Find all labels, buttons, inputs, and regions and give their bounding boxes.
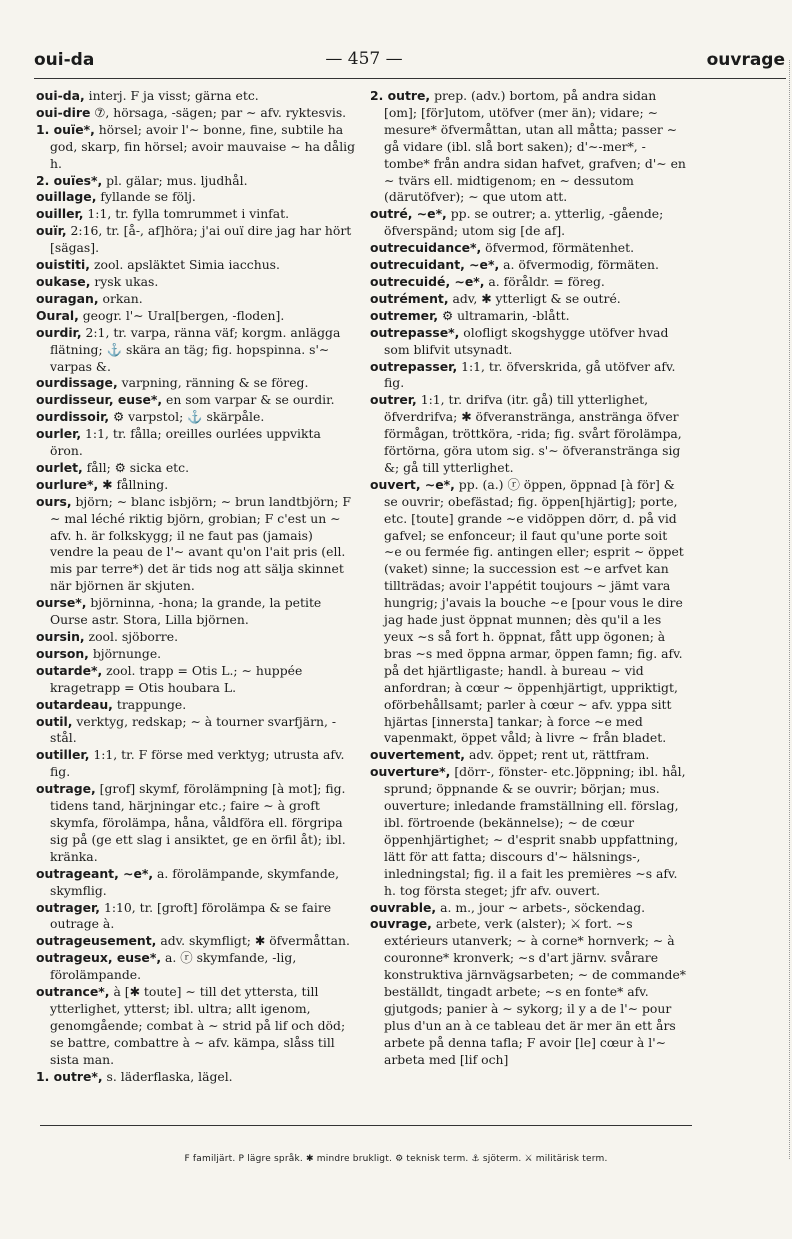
dictionary-entry <box>36 206 356 223</box>
entry-definition: hörsel; avoir l'∼ bonne, fine, subtile ha god, skarp, fin hörsel; avoir mauvaise ∼ ha dålig h. <box>50 121 356 171</box>
entry-headword: ouistiti, <box>36 257 91 273</box>
entry-headword: ourse*, <box>36 595 87 611</box>
dictionary-entry <box>36 308 356 325</box>
entry-headword: ourlure*, <box>36 476 99 492</box>
dictionary-entry <box>370 206 688 240</box>
entry-definition: björn; ∼ blanc isbjörn; ∼ brun landtbjörn; F ∼ mal léché riktig björn, grobian; F c'est un ∼ afv. h. är folkskygg; il ne faut pas (jamais) vendre la peau de l'∼ avant qu'on l'ait pris (ell. mis par terre*) det är tids nog att sälja skinnet när björnen är skjuten. <box>50 493 351 594</box>
dictionary-entry <box>36 409 356 426</box>
entry-definition: 1:1, tr. drifva (itr. gå) till ytterlighet, öfverdrifva; ✱ öfveranstränga, anstränga öfver förmågan, tröttköra, -rida; fig. svårt förolämpa, förtörna, göra utom sig. s'∼ öfveranstränga sig &; gå till ytterlighet. <box>384 392 682 475</box>
entry-headword: outarde*, <box>36 662 103 678</box>
entry-definition: 1:1, tr. fålla; oreilles ourlées uppvikta öron. <box>50 426 321 459</box>
entry-headword: outrage, <box>36 781 96 797</box>
entry-definition: geogr. l'∼ Ural[bergen, -floden]. <box>78 307 285 323</box>
dictionary-entry <box>370 916 688 1068</box>
entry-definition: a. föråldr. = föreg. <box>484 273 605 289</box>
dictionary-entry <box>370 900 688 917</box>
dictionary-entry <box>370 308 688 325</box>
dictionary-entry <box>36 477 356 494</box>
entry-headword: ouvrage, <box>370 916 432 932</box>
entry-headword: ourson, <box>36 645 89 661</box>
dictionary-entry <box>370 747 688 764</box>
entry-headword: oukase, <box>36 273 91 289</box>
entry-definition: en som varpar & se ourdir. <box>162 392 335 408</box>
entry-definition: björninna, -hona; la grande, la petite Ourse astr. Stora, Lilla björnen. <box>50 595 322 628</box>
dictionary-entry <box>36 173 356 190</box>
dictionary-entry <box>36 866 356 900</box>
entry-definition: a. ⓡ skymfande, -lig, förolämpande. <box>50 950 297 983</box>
dictionary-entry <box>36 88 356 105</box>
entry-definition: verktyg, redskap; ∼ à tourner svarfjärn, -stål. <box>50 713 337 746</box>
dictionary-entry <box>36 714 356 748</box>
entry-definition: 2:16, tr. [å-, af]höra; j'ai ouï dire jag har hört [sägas]. <box>50 223 352 256</box>
entry-definition: pl. gälar; mus. ljudhål. <box>102 172 248 188</box>
entry-definition: orkan. <box>98 290 143 306</box>
entry-headword: outil, <box>36 713 73 729</box>
entry-definition: 1:1, tr. öfverskrida, gå utöfver afv. fig. <box>384 358 676 391</box>
entry-definition: arbete, verk (alster); ⚔ fort. ∼s extérieurs utanverk; ∼ à corne* hornverk; ∼ à couronne* kronverk; ∼s d'art järnv. svårare konstruktiva järnvägsarbeten; ∼ de commande* beställdt, tingadt arbete; ∼s en fonte* afv. gjutgods; panier à ∼ sykorg; il y a de l'∼ pour plus d'un an à ce tableau det är mer än ett års arbete på denna tafla; F avoir [le] cœur à l'∼ arbeta med [lif och] <box>384 916 687 1067</box>
entry-headword: outremer, <box>370 307 439 323</box>
entry-headword: outrageux, euse*, <box>36 950 162 966</box>
dictionary-entry <box>370 88 688 206</box>
header-first-word: oui-da <box>34 50 95 70</box>
dictionary-entry <box>370 764 688 899</box>
entry-definition: 1:10, tr. [groft] förolämpa & se faire outrage à. <box>50 899 332 932</box>
entry-headword: outrer, <box>370 392 417 408</box>
entry-definition: à [✱ toute] ∼ till det yttersta, till ytterlighet, ytterst; ibl. ultra; allt igenom, genomgående; combat à ∼ strid på lif och död; se battre, combattre à ∼ afv. kämpa, slåss till sista man. <box>50 984 346 1067</box>
page-number: — 457 — <box>325 49 403 69</box>
entry-definition: pp. se outrer; a. ytterlig, -gående; öfverspänd; utom sig [de af]. <box>384 206 664 239</box>
dictionary-entry <box>370 477 688 748</box>
entry-definition: [dörr-, fönster- etc.]öppning; ibl. hål, sprund; öppnande & se ouvrir; början; mus. ouverture; inledande framställning ell. förslag, ibl. förtroende (bekännelse); ∼ de cœur öppenhjärtighet; ∼ d'esprit snabb uppfattning, lätt för att fatta; discours d'∼ hälsnings-, inledningstal; fig. il a fait les premières ∼s afv. h. tog första steget; jfr afv. ouvert. <box>384 764 686 898</box>
entry-definition: a. öfvermodig, förmäten. <box>499 257 659 273</box>
entry-headword: outrecuidance*, <box>370 240 482 256</box>
entry-headword: outrance*, <box>36 984 110 1000</box>
dictionary-entry <box>370 359 688 393</box>
dictionary-entry <box>36 375 356 392</box>
entry-definition: fåll; ⚙ sicka etc. <box>82 459 190 475</box>
entry-headword: ourdissage, <box>36 375 118 391</box>
entry-definition: adv. skymfligt; ✱ öfvermåttan. <box>156 933 350 949</box>
dictionary-entry <box>36 697 356 714</box>
dictionary-entry <box>36 781 356 866</box>
entry-definition: björnunge. <box>88 645 162 661</box>
dictionary-entry <box>36 747 356 781</box>
dictionary-entry <box>370 257 688 274</box>
entry-definition: interj. F ja visst; gärna etc. <box>84 88 259 103</box>
dictionary-entry <box>36 663 356 697</box>
dictionary-entry <box>370 392 688 477</box>
entry-definition: 1:1, tr. F förse med verktyg; utrusta afv. fig. <box>50 747 345 780</box>
entry-headword: outrageant, ∼e*, <box>36 865 154 881</box>
entry-definition: 2:1, tr. varpa, ränna väf; korgm. anlägga flätning; ⚓ skära an täg; fig. hopspinna. s'∼ varpas &. <box>50 324 341 374</box>
header-last-word: ouvrage <box>706 50 785 70</box>
dictionary-entry <box>36 629 356 646</box>
entry-headword: ouillage, <box>36 189 97 205</box>
entry-headword: outrageusement, <box>36 933 157 949</box>
dictionary-entry <box>36 223 356 257</box>
dictionary-entry <box>36 189 356 206</box>
dictionary-entry <box>36 426 356 460</box>
dictionary-entry <box>36 325 356 376</box>
entry-definition: rysk ukas. <box>90 273 159 289</box>
entry-definition: adv. öppet; rent ut, rättfram. <box>465 747 650 763</box>
entry-headword: ouverture*, <box>370 764 451 780</box>
dictionary-entry <box>36 257 356 274</box>
entry-headword: 1. ouïe*, <box>36 121 95 137</box>
left-column <box>36 88 356 1114</box>
entry-definition: varpning, ränning & se föreg. <box>117 375 309 391</box>
dictionary-entry <box>36 900 356 934</box>
entry-definition: ✱ fållning. <box>98 476 169 492</box>
entry-headword: ourlet, <box>36 459 83 475</box>
right-column <box>370 88 688 1114</box>
dictionary-entry <box>36 494 356 595</box>
entry-headword: outrepasser, <box>370 358 458 374</box>
entry-headword: oursin, <box>36 629 85 644</box>
entry-headword: 2. ouïes*, <box>36 172 103 188</box>
entry-headword: ouragan, <box>36 290 99 306</box>
page-edge <box>789 60 790 1159</box>
entry-definition: s. läderflaska, lägel. <box>102 1068 233 1084</box>
entry-headword: outré, ∼e*, <box>370 206 447 222</box>
dictionary-entry <box>36 950 356 984</box>
header-rule <box>34 78 786 79</box>
entry-headword: 1. outre*, <box>36 1068 103 1084</box>
entry-definition: olofligt skogshygge utöfver hvad som blifvit utsynadt. <box>384 324 669 357</box>
entry-headword: Oural, <box>36 307 79 323</box>
dictionary-entry <box>370 325 688 359</box>
dictionary-entry <box>36 274 356 291</box>
entry-headword: oui-da, <box>36 88 85 103</box>
entry-headword: outrecuidant, ∼e*, <box>370 257 500 273</box>
entry-definition: ⚙ varpstol; ⚓ skärpåle. <box>109 409 265 425</box>
entry-headword: ouvert, ∼e*, <box>370 476 455 492</box>
dictionary-entry <box>370 240 688 257</box>
dictionary-entry <box>370 291 688 308</box>
entry-headword: ours, <box>36 493 72 509</box>
entry-headword: oui-dire <box>36 104 91 120</box>
entry-definition: fyllande se följ. <box>96 189 196 205</box>
dictionary-entry <box>36 291 356 308</box>
entry-definition: adv, ✱ ytterligt & se outré. <box>448 290 621 306</box>
dictionary-entry <box>36 1069 356 1086</box>
entry-definition: öfvermod, förmätenhet. <box>481 240 635 256</box>
entry-headword: ourdir, <box>36 324 82 340</box>
dictionary-entry <box>370 274 688 291</box>
entry-headword: ourdisseur, euse*, <box>36 392 163 408</box>
entry-definition: trappunge. <box>112 696 187 712</box>
entry-headword: 2. outre, <box>370 88 431 103</box>
entry-headword: ourler, <box>36 426 82 442</box>
entry-definition: pp. (a.) ⓡ öppen, öppnad [à för] & se ouvrir; obefästad; fig. öppen[hjärtig]; porte, etc. [toute] grande ∼e vidöppen dörr, d. på vid gafvel; se enfonceur; il faut qu'une porte soit ∼e ou fermée fig. antingen eller; esprit ∼ öppet (vaket) sinne; la succession est ∼e arfvet kan tillträdas; avoir l'appétit toujours ∼ jämt vara hungrig; j'avais la bouche ∼e [pour vous le dire jag hade just öppnat munnen; dès qu'il a les yeux ∼s så fort h. öppnat, fått upp ögonen; à bras ∼s med öppna armar, öppen famn; fig. afv. på det hjärtligaste; handl. à bureau ∼ vid anfordran; à cœur ∼ öppenhjärtigt, uppriktigt, oförbehållsamt; parler à cœur ∼ afv. yppa sitt hjärtas [innersta] tankar; à force ∼e med vapenmakt, öppet våld; à livre ∼ från bladet. <box>384 476 684 746</box>
entry-definition: zool. trapp = Otis L.; ∼ huppée kragetrapp = Otis houbara L. <box>50 662 303 695</box>
entry-headword: outrément, <box>370 290 449 306</box>
entry-definition: 1:1, tr. fylla tomrummet i vinfat. <box>83 206 290 222</box>
entry-definition: ⑦, hörsaga, -sägen; par ∼ afv. ryktesvis. <box>90 104 347 120</box>
dictionary-entry <box>36 105 356 122</box>
dictionary-entry <box>36 646 356 663</box>
entry-definition: zool. apsläktet Simia iacchus. <box>90 257 280 273</box>
entry-headword: outrepasse*, <box>370 324 460 340</box>
entry-definition: prep. (adv.) bortom, på andra sidan [om]; [för]utom, utöfver (mer än); vidare; ∼ mesure* öfvermåttan, utan all måtta; passer ∼ gå vidare (ibl. slå bort saken); d'∼-mer*, -tombe* från andra sidan hafvet, grafven; d'∼ en ∼ tvärs ell. midtigenom; en ∼ dessutom (därutöfver); ∼ que utom att. <box>384 88 686 205</box>
dictionary-entry <box>36 933 356 950</box>
dictionary-entry <box>36 122 356 173</box>
dictionary-entry <box>36 595 356 629</box>
dictionary-entry <box>36 392 356 409</box>
entry-definition: zool. sjöborre. <box>84 629 179 644</box>
entry-definition: ⚙ ultramarin, -blått. <box>438 307 570 323</box>
entry-headword: ouiller, <box>36 206 84 222</box>
entry-headword: outardeau, <box>36 696 113 712</box>
dictionary-entry <box>36 984 356 1069</box>
entry-headword: ouvrable, <box>370 899 437 915</box>
entry-headword: ouïr, <box>36 223 67 239</box>
entry-definition: a. m., jour ∼ arbets-, söckendag. <box>436 899 646 915</box>
entry-definition: a. förolämpande, skymfande, skymflig. <box>50 865 340 898</box>
entry-headword: outiller, <box>36 747 90 763</box>
abbreviation-legend: F familjärt. P lägre språk. ✱ mindre brukligt. ⚙ teknisk term. ⚓ sjöterm. ⚔ militärisk term. <box>184 1154 608 1164</box>
page-header <box>34 48 785 74</box>
footer-rule <box>40 1125 692 1126</box>
dictionary-entry <box>36 460 356 477</box>
entry-headword: outrager, <box>36 899 100 915</box>
entry-definition: [grof] skymf, förolämpning [à mot]; fig. tidens tand, härjningar etc.; faire ∼ à groft skymfa, förolämpa, håna, våldföra ell. förgripa sig på (ge ett slag i ansiktet, ge en örfil åt); ibl. kränka. <box>50 781 346 864</box>
entry-headword: ouvertement, <box>370 747 466 763</box>
entry-headword: ourdissoir, <box>36 409 110 425</box>
entry-headword: outrecuidé, ∼e*, <box>370 273 485 289</box>
